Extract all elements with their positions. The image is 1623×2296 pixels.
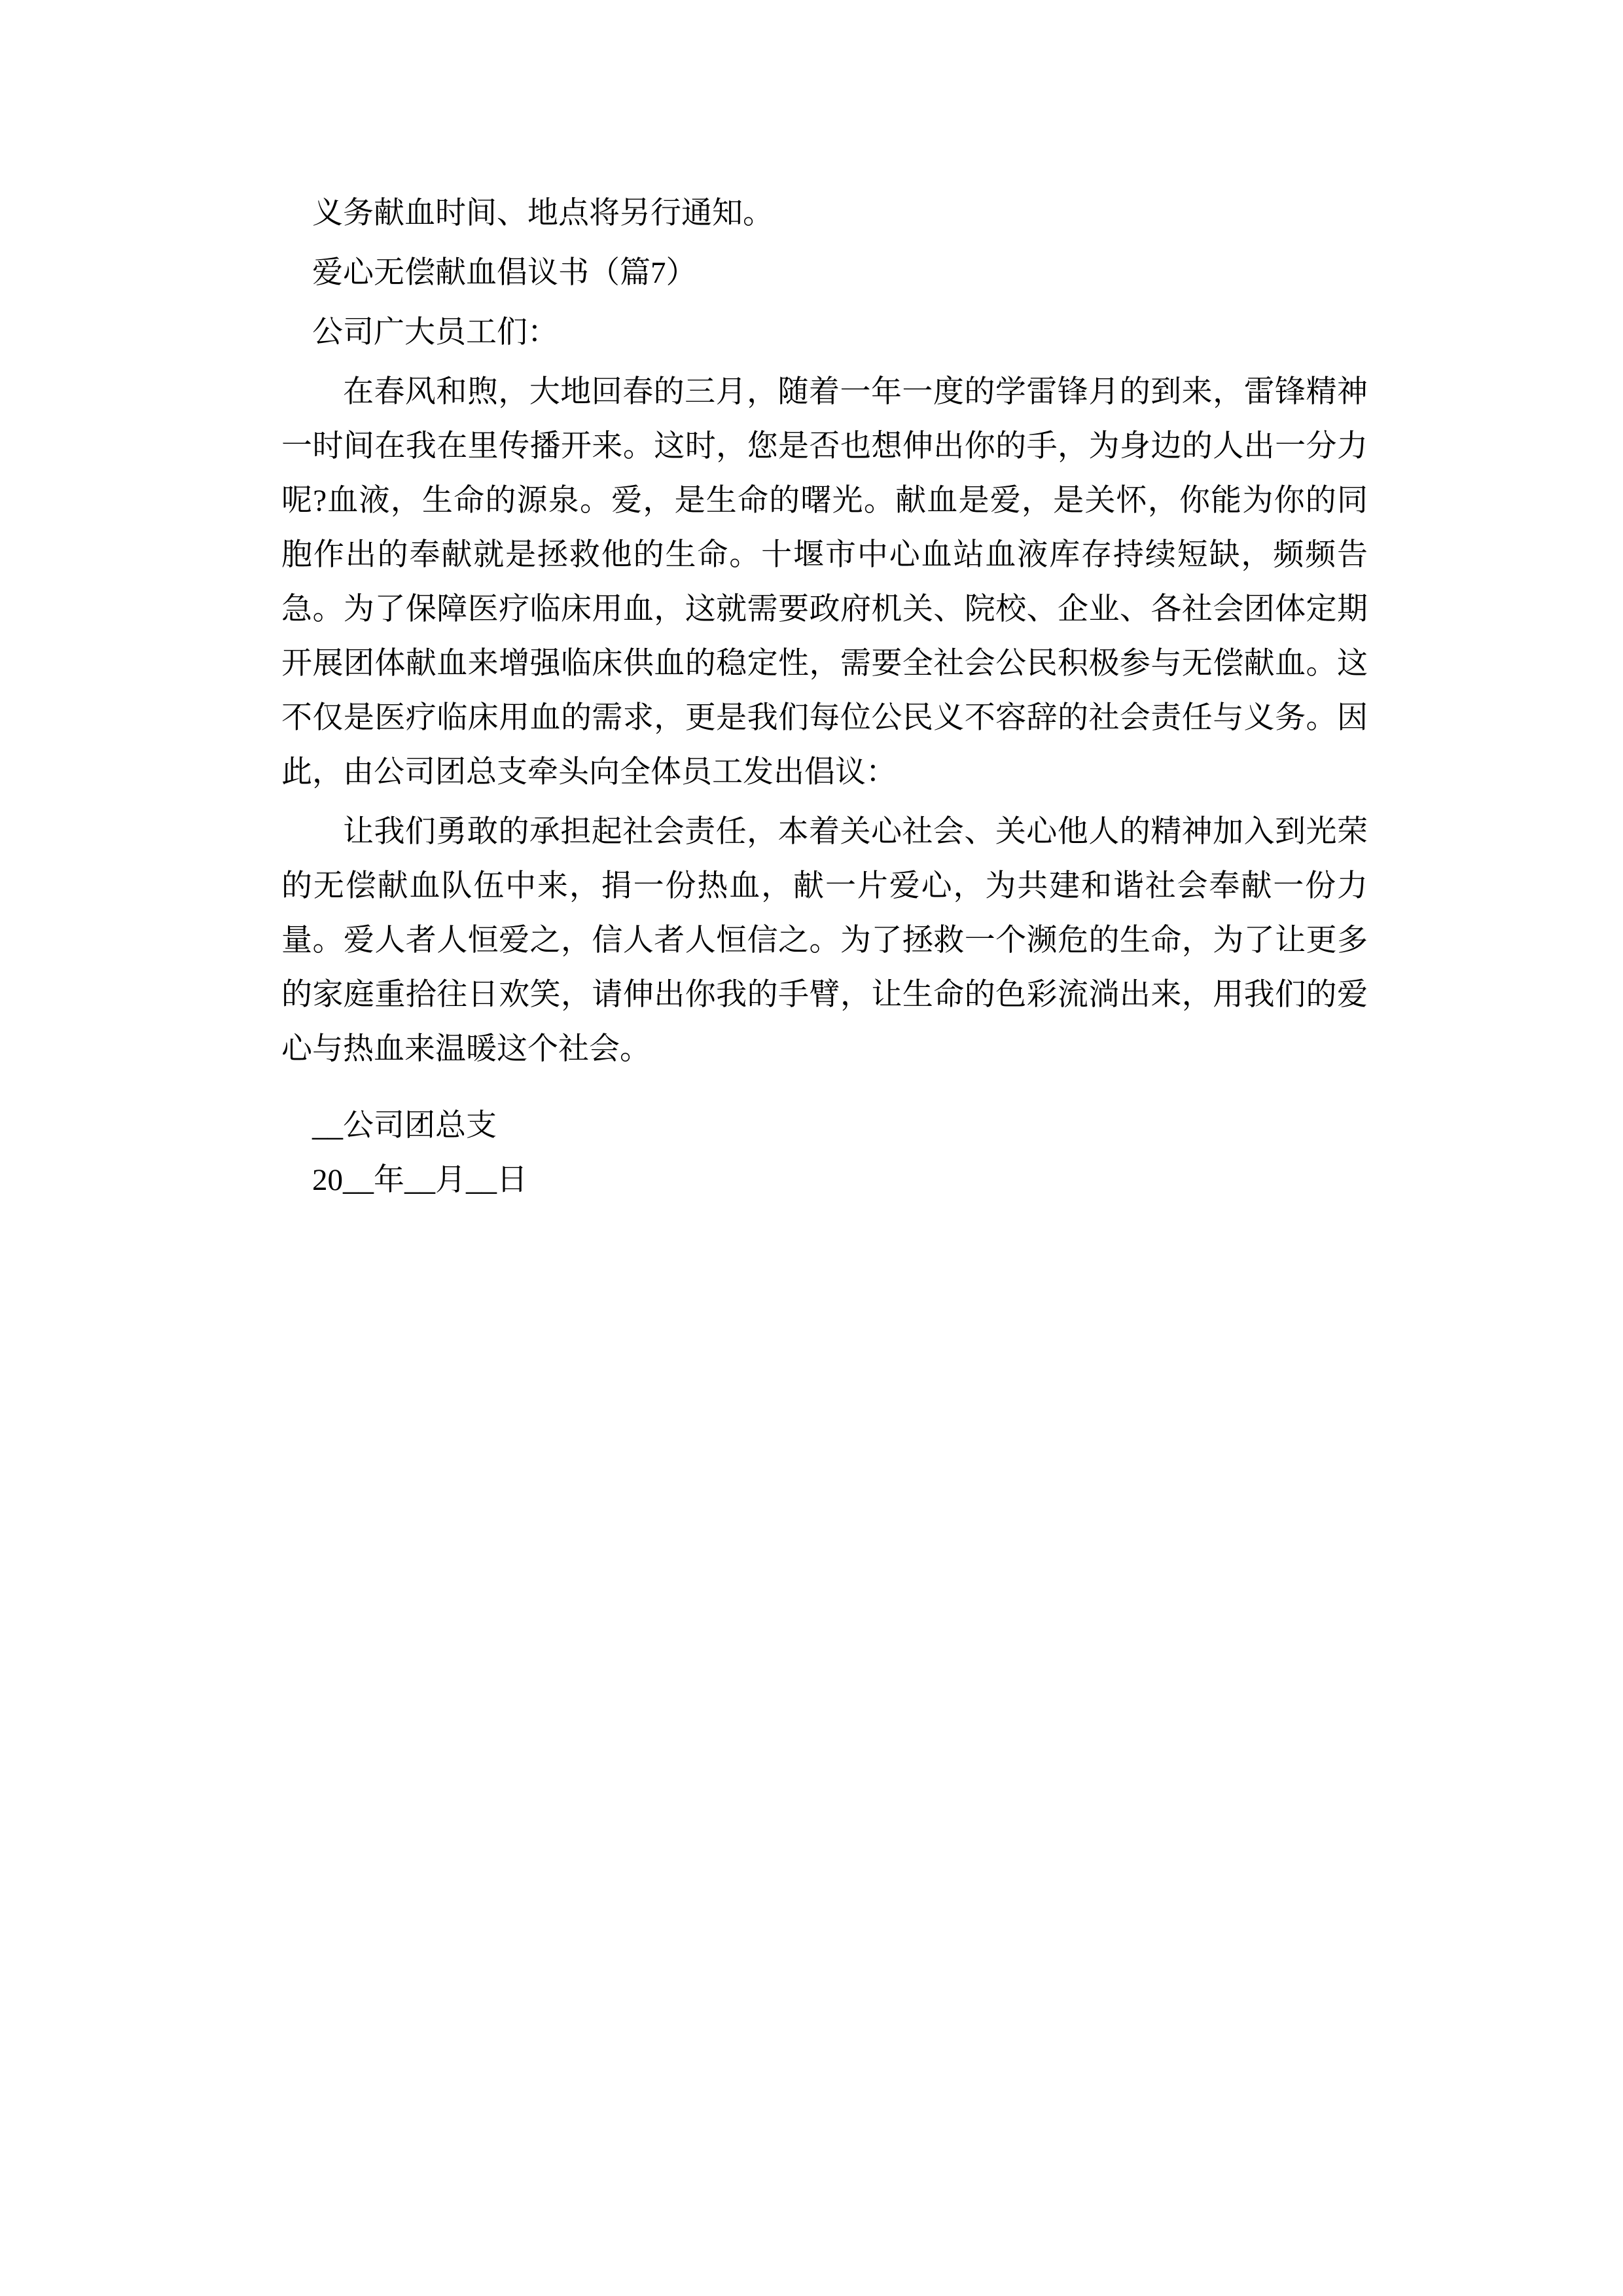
body-paragraph-2: 让我们勇敢的承担起社会责任，本着关心社会、关心他人的精神加入到光荣的无偿献血队伍中来，捐一份热血，献一片爱心，为共建和谐社会奉献一份力量。爱人者人恒爱之，信人者人恒信之。为了拯救一个濒危的生命，为了让更多的家庭重拾往日欢笑，请伸出你我的手臂，让生命的色彩流淌出来，用我们的爱心与热血来温暖这个社会。 — [281, 815, 1368, 1066]
signature-block — [281, 1099, 1368, 1208]
notice-line: 义务献血时间、地点将另行通知。 — [312, 196, 774, 230]
salutation: 公司广大员工们： — [312, 315, 558, 350]
signature-organization: __公司团总支 — [312, 1109, 497, 1143]
section-title: 爱心无偿献血倡议书（篇7） — [312, 256, 697, 290]
body-paragraph-1: 在春风和煦，大地回春的三月，随着一年一度的学雷锋月的到来，雷锋精神一时间在我在里传播开来。这时，您是否也想伸出你的手，为身边的人出一分力呢?血液，生命的源泉。爱，是生命的曙光。献血是爱，是关怀，你能为你的同胞作出的奉献就是拯救他的生命。十堰市中心血站血液库存持续短缺，频频告急。为了保障医疗临床用血，这就需要政府机关、院校、企业、各社会团体定期开展团体献血来增强临床供血的稳定性，需要全社会公民积极参与无偿献血。这不仅是医疗临床用血的需求，更是我们每位公民义不容辞的社会责任与义务。因此，由公司团总支牵头向全体员工发出倡议： — [281, 375, 1368, 789]
signature-date: 20__年__月__日 — [312, 1163, 527, 1197]
document-body — [281, 187, 1368, 1208]
